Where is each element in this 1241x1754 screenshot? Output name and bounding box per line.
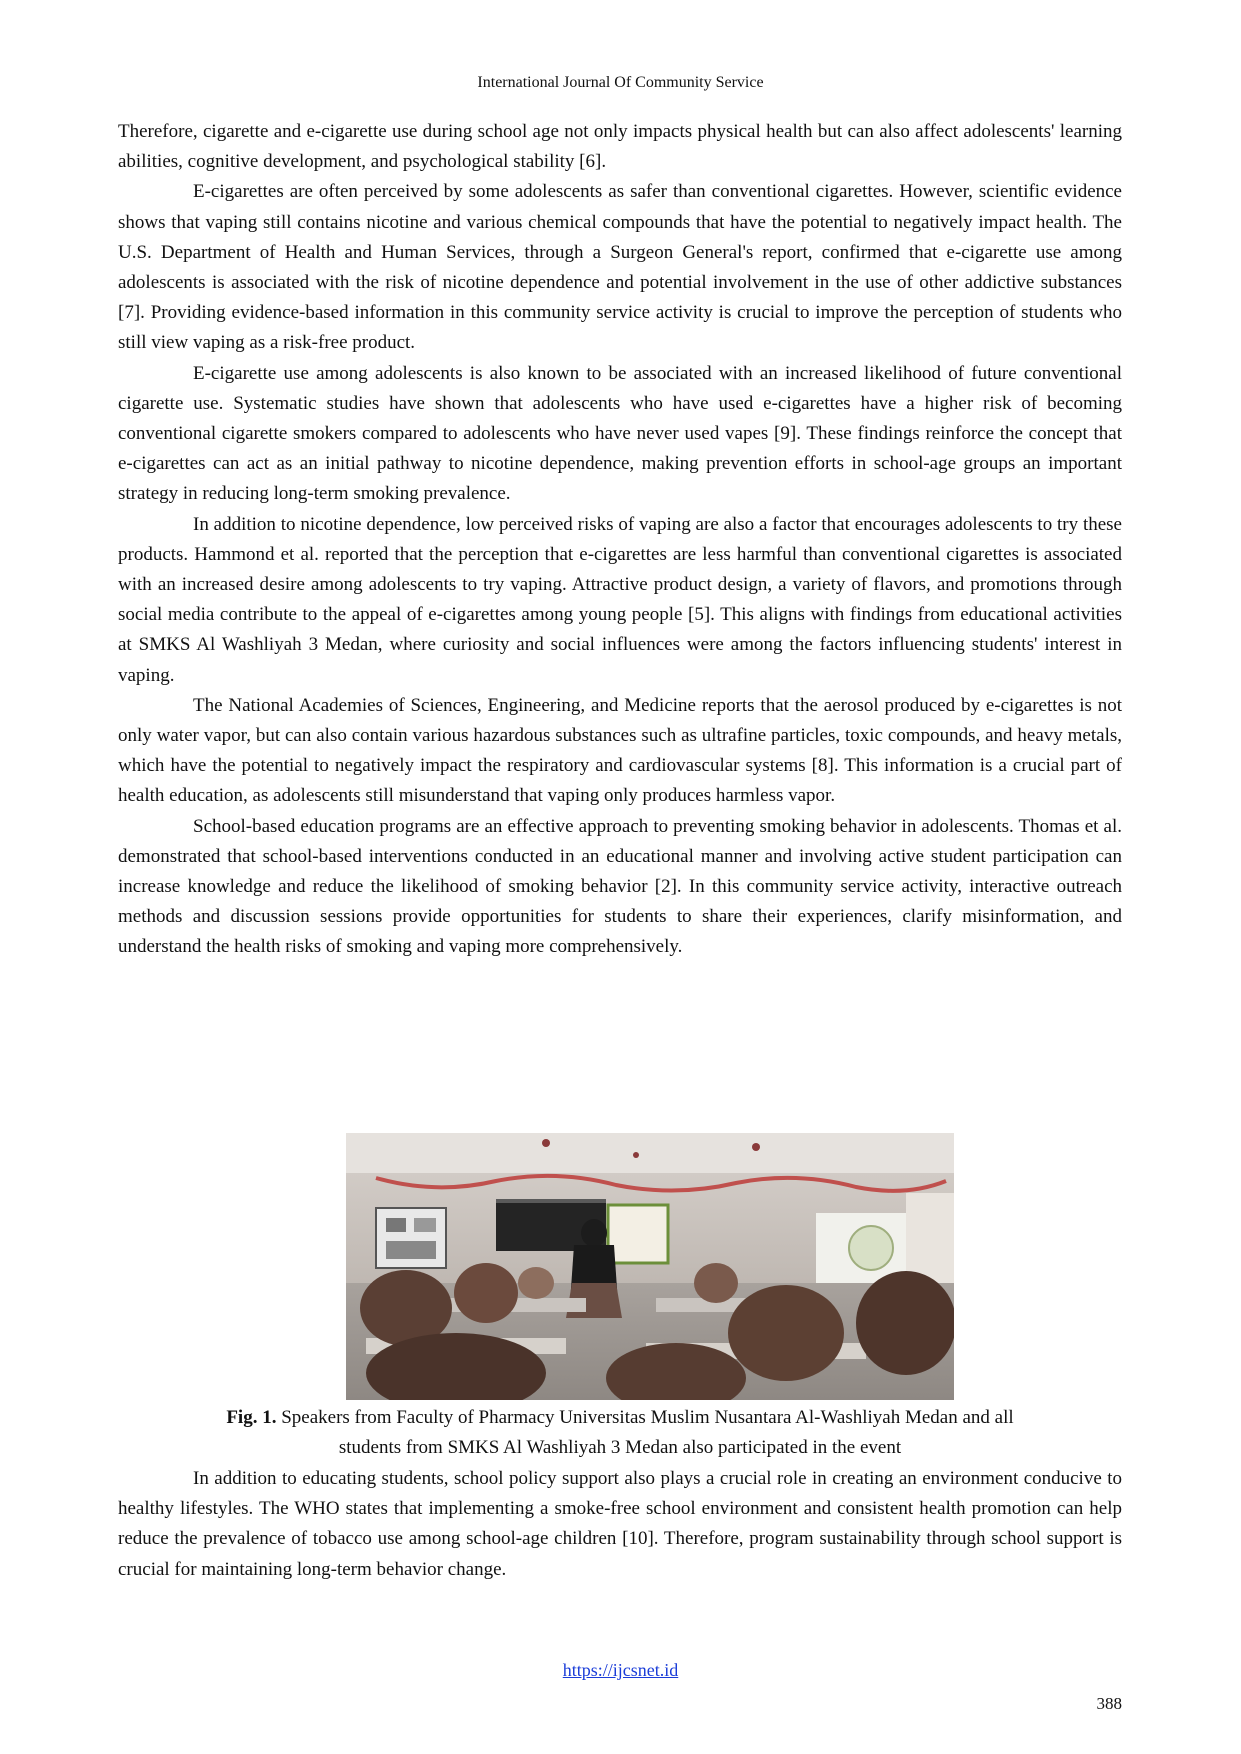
body-text (118, 117, 1122, 963)
paragraph: Therefore, cigarette and e-cigarette use during school age not only impacts physical health but can also affect adolescents' learning abilities, cognitive development, and psychological stability [6]. (118, 121, 1122, 173)
running-header: International Journal Of Community Service (477, 74, 764, 91)
paragraph: In addition to educating students, school policy support also plays a crucial role in creating an environment conducive to healthy lifestyles. The WHO states that implementing a smoke-free school environment and consistent health promotion can help reduce the prevalence of tobacco use among school-age children [10]. Therefore, program sustainability through school support is crucial for maintaining long-term behavior change. (118, 1468, 1122, 1580)
paragraph: E-cigarettes are often perceived by some adolescents as safer than conventional cigarettes. However, scientific evidence shows that vaping still contains nicotine and various chemical compounds that have the potential to negatively impact health. The U.S. Department of Health and Human Services, through a Surgeon General's report, confirmed that e-cigarette use among adolescents is associated with the risk of nicotine dependence and potential involvement in the use of other addictive substances [7]. Providing evidence-based information in this community service activity is crucial to improve the perception of students who still view vaping as a risk-free product. (118, 181, 1122, 354)
paragraph: School-based education programs are an effective approach to preventing smoking behavior in adolescents. Thomas et al. demonstrated that school-based interventions conducted in an educational manner and involving active student participation can increase knowledge and reduce the likelihood of smoking behavior [2]. In this community service activity, interactive outreach methods and discussion sessions provide opportunities for students to share their experiences, clarify misinformation, and understand the health risks of smoking and vaping more comprehensively. (118, 815, 1122, 958)
caption-line-1: Speakers from Faculty of Pharmacy Universitas Muslim Nusantara Al-Washliyah Medan and all (281, 1407, 1014, 1428)
page-number: 388 (1096, 1694, 1122, 1713)
figure-label: Fig. 1. (226, 1407, 277, 1428)
paragraph: In addition to nicotine dependence, low perceived risks of vaping are also a factor that encourages adolescents to try these products. Hammond et al. reported that the perception that e-cigarettes are less harmful than conventional cigarettes is associated with an increased desire among adolescents to try vaping. Attractive product design, a variety of flavors, and promotions through social media contribute to the appeal of e-cigarettes among young people [5]. This aligns with findings from educational activities at SMKS Al Washliyah 3 Medan, where curiosity and social influences were among the factors influencing students' interest in vaping. (118, 513, 1122, 686)
journal-link[interactable]: https://ijcsnet.id (562, 1660, 679, 1680)
paragraph: E-cigarette use among adolescents is also known to be associated with an increased likelihood of future conventional cigarette use. Systematic studies have shown that adolescents who have used e-cigarettes have a higher risk of becoming conventional cigarette smokers compared to adolescents who have never used vapes [9]. These findings reinforce the concept that e-cigarettes can act as an initial pathway to nicotine dependence, making prevention efforts in school-age groups an important strategy in reducing long-term smoking prevalence. (118, 362, 1122, 505)
caption-line-2: students from SMKS Al Washliyah 3 Medan also participated in the event (338, 1437, 902, 1458)
body-text-after-figure (118, 1464, 1122, 1585)
paragraph: The National Academies of Sciences, Engineering, and Medicine reports that the aerosol produced by e-cigarettes is not only water vapor, but can also contain various hazardous substances such as ultrafine particles, toxic compounds, and heavy metals, which have the potential to negatively impact the respiratory and cardiovascular systems [8]. This information is a crucial part of health education, as adolescents still misunderstand that vaping only produces harmless vapor. (118, 694, 1122, 807)
figure-caption (118, 1403, 1122, 1463)
figure-photo (346, 1133, 954, 1400)
classroom-photo (346, 1133, 954, 1400)
